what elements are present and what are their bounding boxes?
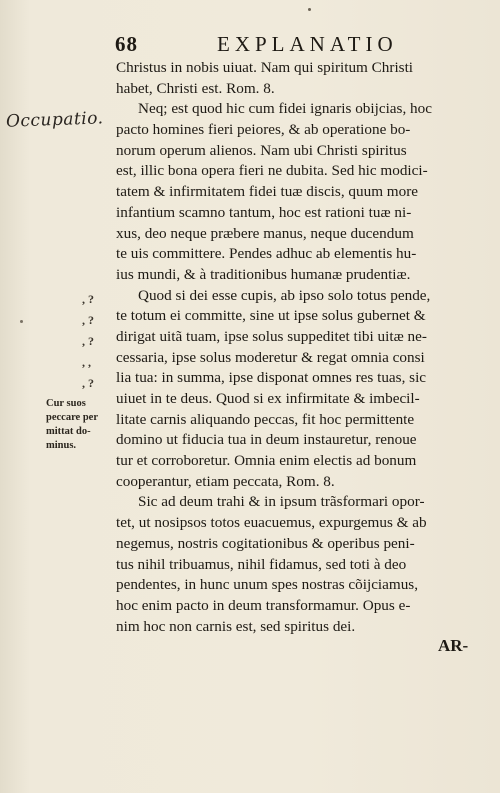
text-line: te totum ei committe, sine ut ipse solus gubernet & <box>116 307 426 325</box>
catchword: AR- <box>438 636 469 655</box>
text-line: xus, deo neque præbere manus, neque ducendum <box>116 224 414 242</box>
paragraph-start-line: Sic ad deum trahi & in ipsum trãsformari opor- <box>138 493 425 511</box>
text-line: uiuet in te deus. Quod si ex infirmitate & imbecil- <box>116 390 420 407</box>
margin-mark: , ? <box>82 334 94 348</box>
text-line: te uis committere. Pendes adhuc ab elementis hu- <box>116 245 417 263</box>
side-gloss-line: Cur suos <box>46 398 86 409</box>
side-gloss <box>46 397 116 453</box>
text-line: litate carnis aliquando peccas, fit hoc permittente <box>116 410 415 428</box>
text-line: dirigat uitã tuam, ipse solus suppeditet tibi uitæ ne- <box>116 327 427 345</box>
side-gloss-line: mittat do- <box>46 426 91 437</box>
handwritten-margin-note: Occupatio. <box>5 108 104 132</box>
text-line: tus nihil tribuamus, nihil fidamus, sed toti à deo <box>116 555 407 573</box>
ink-speck <box>20 320 23 323</box>
text-line: negemus, nostris cogitationibus & operibus peni- <box>116 534 415 552</box>
text-line: infantium scamno tantum, hoc est rationi tuæ ni- <box>116 203 412 221</box>
text-line: hoc enim pacto in deum transformamur. Opus e- <box>116 596 411 614</box>
text-line: Christus in nobis uiuat. Nam qui spiritum Christi <box>116 59 414 76</box>
side-gloss-line: minus. <box>46 440 77 451</box>
paragraph-start-line: Quod si dei esse cupis, ab ipso solo totus pende, <box>138 286 431 304</box>
margin-mark: , , <box>82 355 91 369</box>
ink-speck <box>308 8 311 11</box>
paragraph-start-line: Neq; est quod hic cum fidei ignaris obijcias, hoc <box>138 100 432 118</box>
text-line: pendentes, in hunc unum spes nostras cõijciamus, <box>116 576 419 594</box>
text-line: lia tua: in summa, ipse disponat omnes res tuas, sic <box>116 369 427 387</box>
text-line: norum operum alienos. Nam ubi Christi spiritus <box>116 141 407 159</box>
margin-mark: , ? <box>82 376 94 390</box>
text-line: nim hoc non carnis est, sed spiritus dei. <box>116 617 356 635</box>
text-line: tatem & infirmitatem fidei tuæ discis, quum more <box>116 183 419 201</box>
running-head: EXPLANATIO <box>217 32 398 56</box>
text-line: ius mundi, & à traditionibus humanæ prudentiæ. <box>116 265 411 283</box>
margin-mark: , ? <box>82 313 94 327</box>
text-line: domino ut fiducia tua in deum instauretur, renoue <box>116 431 417 449</box>
page-header <box>115 32 485 56</box>
text-line: habet, Christi est. Rom. 8. <box>116 79 275 97</box>
margin-mark: , ? <box>82 292 94 306</box>
side-gloss-line: peccare per <box>46 412 98 423</box>
main-text-block <box>116 58 488 637</box>
text-line: est, illic bona opera fieri ne dubita. Sed hic modici- <box>116 162 428 180</box>
text-line: tur et corroboretur. Omnia enim electis ad bonum <box>116 452 417 470</box>
text-line: pacto homines fieri peiores, & ab operatione bo- <box>116 121 411 139</box>
text-line: cooperantur, etiam peccata, Rom. 8. <box>116 472 335 490</box>
text-line: tet, ut nosipsos totos euacuemus, expurgemus & ab <box>116 514 427 532</box>
text-line: cessaria, ipse solus moderetur & regat omnia consi <box>116 348 425 366</box>
page-number: 68 <box>115 32 138 56</box>
